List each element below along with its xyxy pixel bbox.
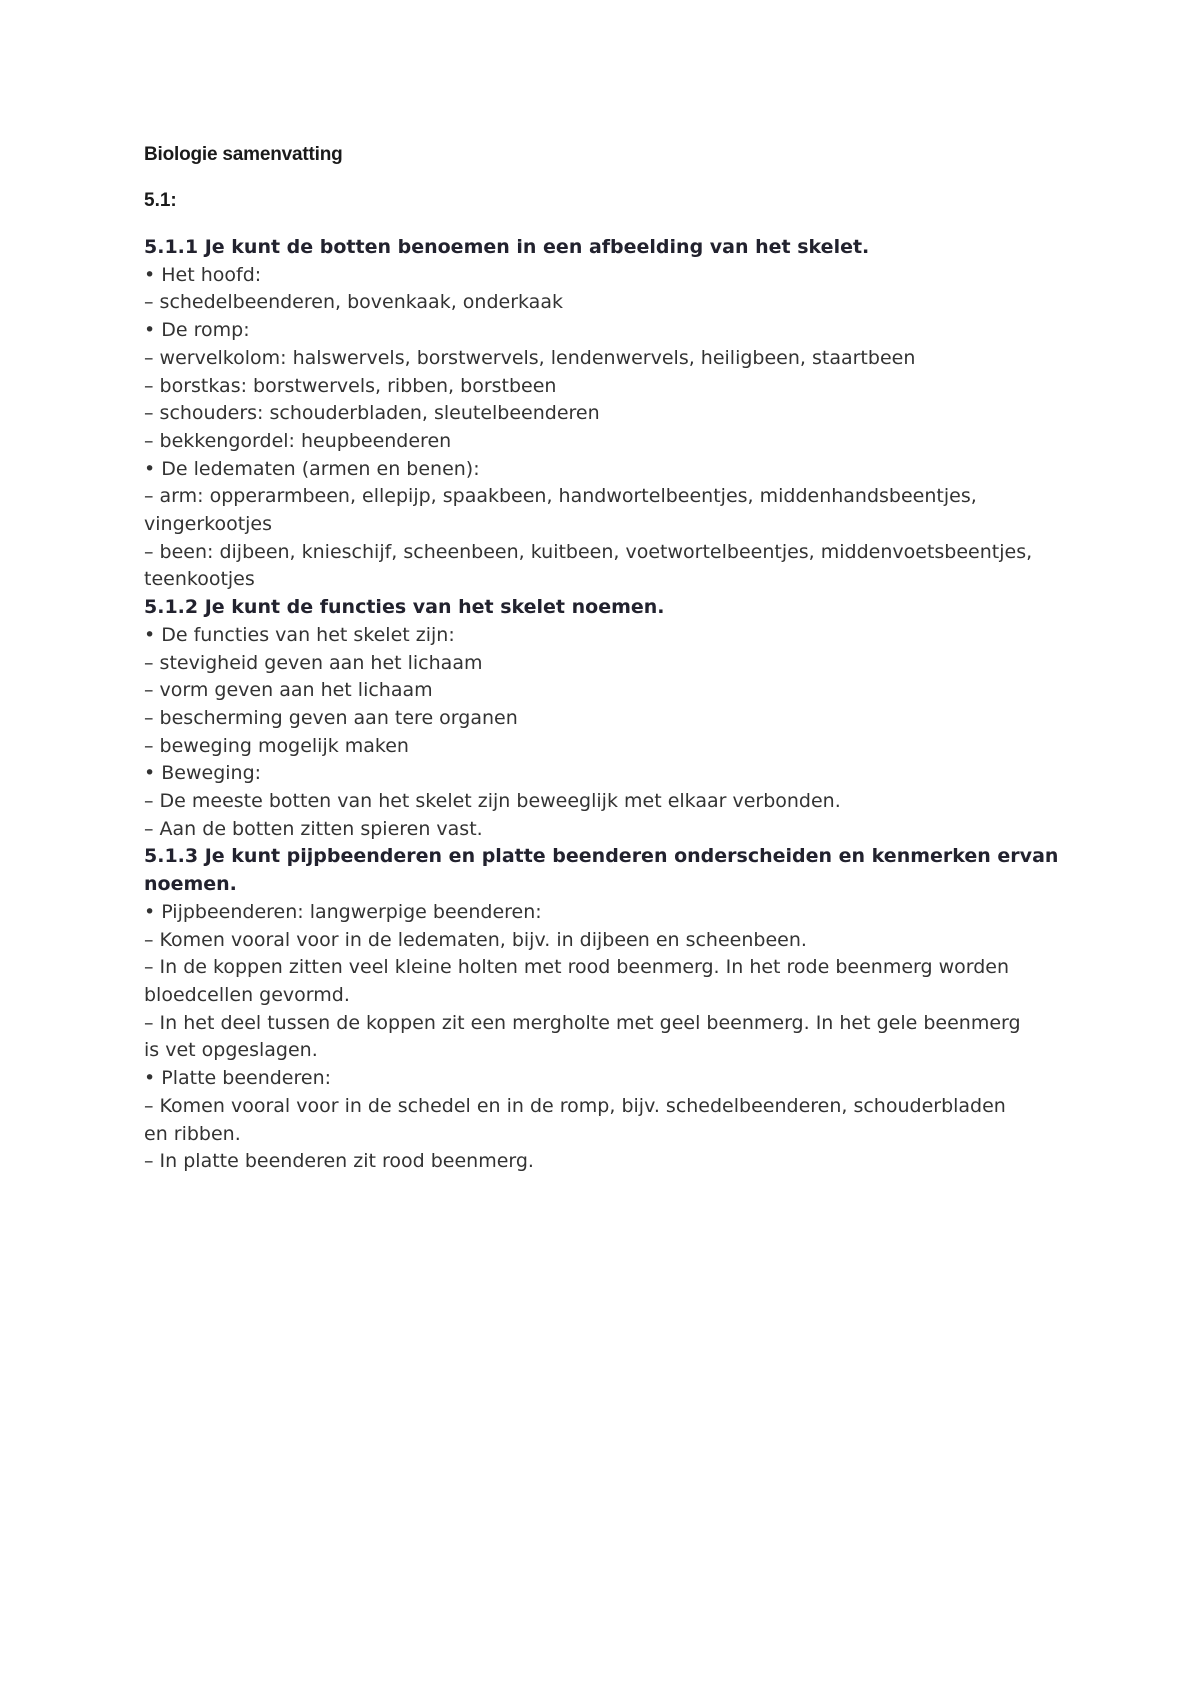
section-label: 5.1: [144,190,177,211]
text-line: • De functies van het skelet zijn: [144,623,455,646]
text-line: – Komen vooral voor in de ledematen, bijv. in dijbeen en scheenbeen. [144,928,807,951]
text-line: vingerkootjes [144,513,273,536]
section-heading: 5.1.2 Je kunt de functies van het skelet noemen. [144,596,665,619]
text-line: – Komen vooral voor in de schedel en in de romp, bijv. schedelbeenderen, schouderbladen [144,1094,1006,1117]
text-line: – schouders: schouderbladen, sleutelbeenderen [144,402,600,425]
text-line: – beweging mogelijk maken [144,734,409,757]
text-line: • Pijpbeenderen: langwerpige beenderen: [144,900,542,923]
text-line: – wervelkolom: halswervels, borstwervels, lendenwervels, heiligbeen, staartbeen [144,346,916,369]
text-line: • Het hoofd: [144,263,262,286]
text-line: bloedcellen gevormd. [144,983,350,1006]
text-line: • Beweging: [144,762,262,785]
text-line: – borstkas: borstwervels, ribben, borstbeen [144,374,557,397]
text-line: • De ledematen (armen en benen): [144,457,480,480]
text-line: – Aan de botten zitten spieren vast. [144,817,483,840]
text-line: – De meeste botten van het skelet zijn beweeglijk met elkaar verbonden. [144,790,841,813]
section-heading: 5.1.3 Je kunt pijpbeenderen en platte beenderen onderscheiden en kenmerken ervan [144,845,1059,868]
text-line: • De romp: [144,319,250,342]
text-line: – In het deel tussen de koppen zit een mergholte met geel beenmerg. In het gele beenmerg [144,1011,1021,1034]
text-line: – In platte beenderen zit rood beenmerg. [144,1150,534,1173]
document-body [144,234,1064,1176]
text-line: – schedelbeenderen, bovenkaak, onderkaak [144,291,563,314]
text-line: – stevigheid geven aan het lichaam [144,651,483,674]
text-line: • Platte beenderen: [144,1067,332,1090]
text-line: – been: dijbeen, knieschijf, scheenbeen, kuitbeen, voetwortelbeentjes, middenvoetsbeentjes, [144,540,1033,563]
text-line: teenkootjes [144,568,255,591]
text-line: – vorm geven aan het lichaam [144,679,433,702]
section-heading: noemen. [144,873,237,896]
text-line: – arm: opperarmbeen, ellepijp, spaakbeen, handwortelbeentjes, middenhandsbeentjes, [144,485,977,508]
section-heading: 5.1.1 Je kunt de botten benoemen in een afbeelding van het skelet. [144,236,870,258]
text-line: – bescherming geven aan tere organen [144,706,518,729]
text-line: – bekkengordel: heupbeenderen [144,429,452,452]
document-title: Biologie samenvatting [144,144,343,165]
text-line: – In de koppen zitten veel kleine holten met rood beenmerg. In het rode beenmerg worden [144,956,1010,979]
text-line: en ribben. [144,1122,241,1145]
text-line: is vet opgeslagen. [144,1039,318,1062]
